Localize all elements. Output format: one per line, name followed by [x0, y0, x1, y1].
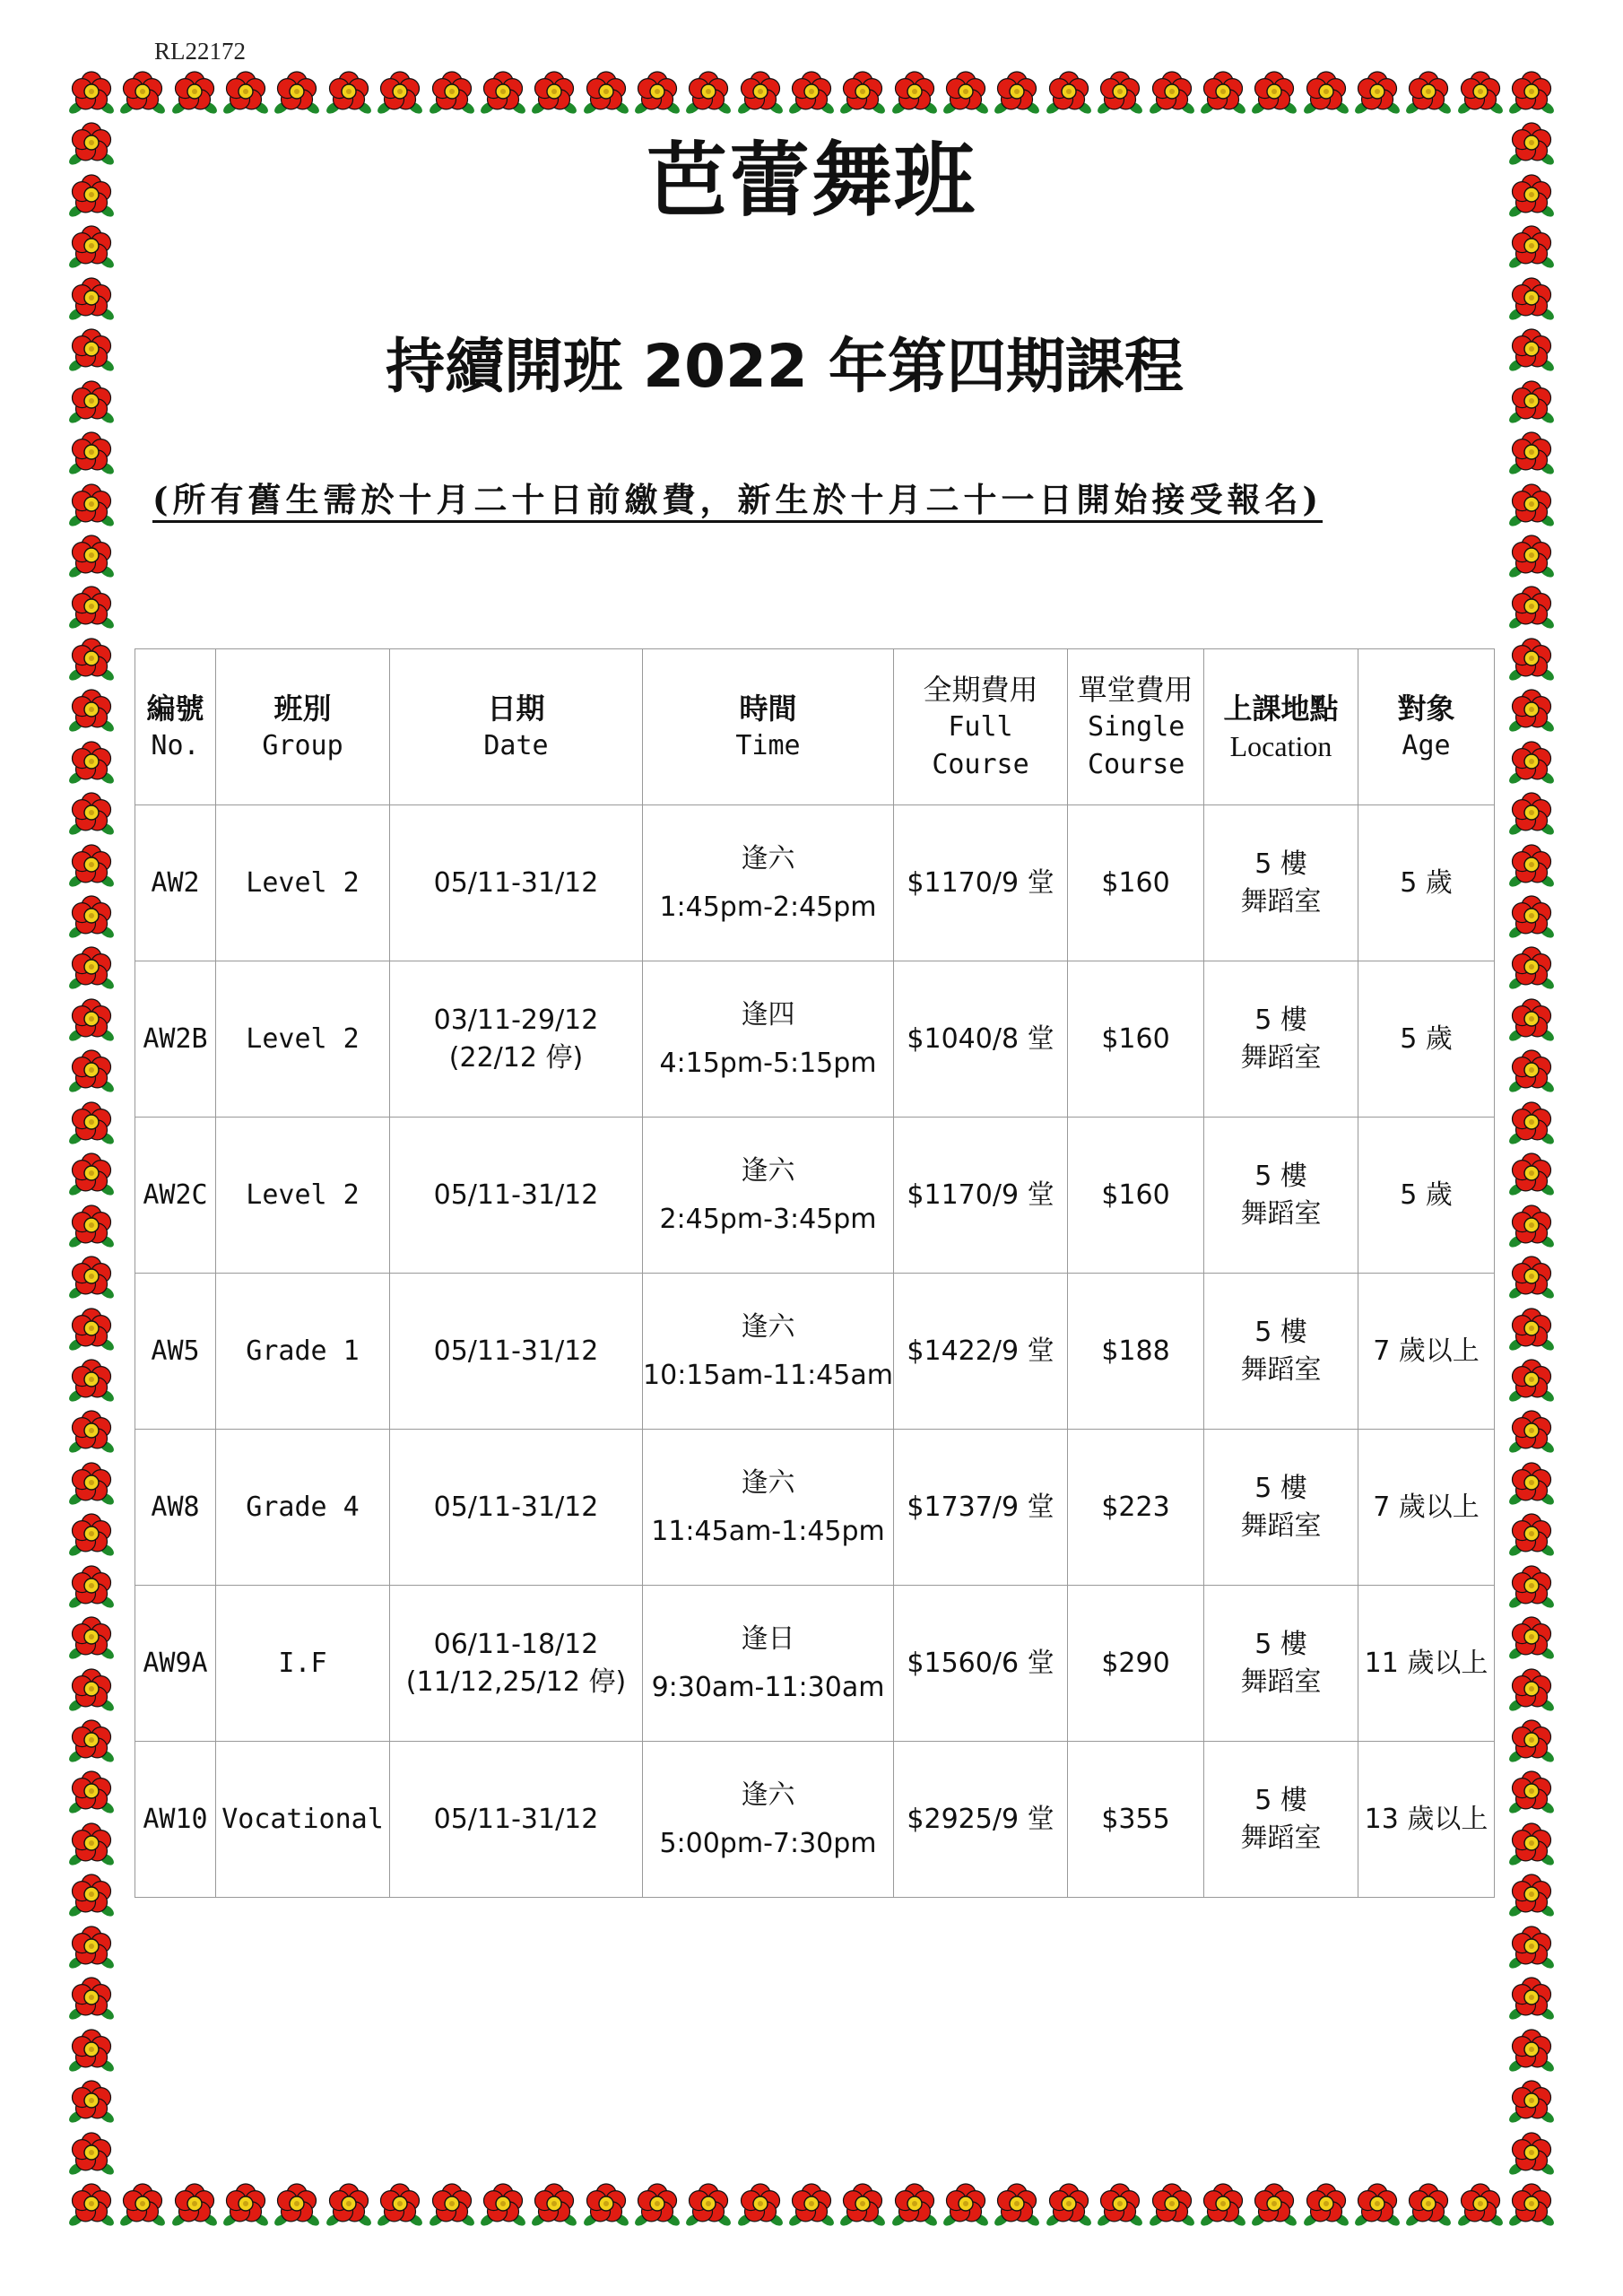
- flower-icon: [67, 1717, 116, 1765]
- date-range: 05/11-31/12: [433, 866, 599, 899]
- flower-icon: [1507, 481, 1556, 529]
- flower-icon: [1507, 635, 1556, 683]
- flower-icon: [67, 1974, 116, 2022]
- flower-icon: [942, 68, 990, 117]
- registration-notice: (所有舊生需於十月二十日前繳費，新生於十月二十一日開始接受報名): [152, 480, 1324, 519]
- flower-icon: [67, 1768, 116, 1816]
- flower-icon: [993, 68, 1041, 117]
- flower-icon: [67, 2129, 116, 2178]
- time-range: 9:30am-11:30am: [651, 1671, 885, 1703]
- location-room: 舞蹈室: [1240, 885, 1322, 918]
- flower-icon: [67, 1253, 116, 1301]
- flower-icon: [67, 583, 116, 631]
- flower-icon: [1507, 1665, 1556, 1714]
- flower-icon: [1507, 1407, 1556, 1456]
- flower-icon: [1507, 1717, 1556, 1765]
- flower-icon: [1250, 2180, 1298, 2229]
- date-range: 06/11-18/12: [433, 1628, 599, 1660]
- weekday: 逢四: [741, 998, 795, 1031]
- weekday: 逢日: [741, 1622, 795, 1655]
- flower-icon: [67, 892, 116, 941]
- flower-icon: [67, 738, 116, 787]
- flower-icon: [1507, 1253, 1556, 1301]
- header-no: 編號 No.: [135, 649, 216, 805]
- flower-icon: [1302, 68, 1350, 117]
- cell-full-fee: $1737/9 堂: [894, 1430, 1068, 1586]
- location-room: 舞蹈室: [1240, 1197, 1322, 1230]
- time-range: 5:00pm-7:30pm: [659, 1827, 877, 1859]
- cell-no: AW2C: [135, 1118, 216, 1274]
- time-range: 2:45pm-3:45pm: [659, 1203, 877, 1235]
- flower-icon: [1507, 2026, 1556, 2074]
- flower-icon: [67, 532, 116, 580]
- flower-icon: [1456, 68, 1505, 117]
- flower-icon: [67, 429, 116, 477]
- flower-icon: [1507, 1305, 1556, 1353]
- flower-icon: [582, 2180, 630, 2229]
- flower-icon: [67, 635, 116, 683]
- cell-date: [390, 1742, 643, 1898]
- cell-no: AW2B: [135, 961, 216, 1118]
- flower-icon: [67, 1923, 116, 1971]
- cell-time: [643, 1742, 894, 1898]
- location-room: 舞蹈室: [1240, 1822, 1322, 1854]
- flower-icon: [633, 2180, 681, 2229]
- flower-icon: [376, 2180, 424, 2229]
- flower-icon: [1507, 1510, 1556, 1559]
- cell-age: 5 歲: [1358, 1118, 1495, 1274]
- flower-icon: [67, 996, 116, 1044]
- flower-icon: [1507, 1613, 1556, 1662]
- cell-age: 7 歲以上: [1358, 1274, 1495, 1430]
- flower-icon: [1507, 2077, 1556, 2126]
- cell-no: AW9A: [135, 1586, 216, 1742]
- flower-icon: [736, 68, 785, 117]
- flower-icon: [1353, 68, 1402, 117]
- cell-date: [390, 961, 643, 1118]
- flower-icon: [479, 2180, 527, 2229]
- flower-icon: [1507, 1356, 1556, 1405]
- flower-icon: [376, 68, 424, 117]
- flower-icon: [1507, 1871, 1556, 1919]
- cell-date: [390, 1274, 643, 1430]
- flower-icon: [1507, 996, 1556, 1044]
- cell-time: [643, 1586, 894, 1742]
- cell-age: 7 歲以上: [1358, 1430, 1495, 1586]
- cell-no: AW2: [135, 805, 216, 961]
- cell-single-fee: $160: [1068, 805, 1204, 961]
- flower-icon: [1507, 1099, 1556, 1147]
- flower-icon: [684, 68, 733, 117]
- table-row: [135, 961, 1495, 1118]
- cell-single-fee: $160: [1068, 961, 1204, 1118]
- table-header-row: [135, 649, 1495, 805]
- table-row: [135, 1274, 1495, 1430]
- flower-icon: [1507, 1459, 1556, 1508]
- cell-date: [390, 1118, 643, 1274]
- flower-icon: [1507, 1923, 1556, 1971]
- cell-group: Vocational: [216, 1742, 390, 1898]
- flower-icon: [118, 2180, 167, 2229]
- page-subtitle: 持續開班 2022 年第四期課程: [386, 332, 1184, 401]
- header-location: 上課地點 Location: [1204, 649, 1358, 805]
- flower-icon: [67, 1202, 116, 1250]
- cell-time: [643, 1430, 894, 1586]
- flower-icon: [479, 68, 527, 117]
- cell-single-fee: $223: [1068, 1430, 1204, 1586]
- cell-full-fee: $1170/9 堂: [894, 805, 1068, 961]
- cell-time: [643, 1274, 894, 1430]
- flower-icon: [530, 68, 578, 117]
- flower-icon: [170, 2180, 219, 2229]
- flower-icon: [67, 1305, 116, 1353]
- flower-icon: [736, 2180, 785, 2229]
- flower-icon: [67, 2026, 116, 2074]
- time-range: 10:15am-11:45am: [643, 1359, 893, 1391]
- flower-icon: [1507, 2180, 1556, 2229]
- table-row: [135, 805, 1495, 961]
- cell-single-fee: $290: [1068, 1586, 1204, 1742]
- flower-icon: [1507, 1768, 1556, 1816]
- cell-time: [643, 1118, 894, 1274]
- cell-full-fee: $1170/9 堂: [894, 1118, 1068, 1274]
- flower-icon: [273, 2180, 321, 2229]
- header-time: 時間 Time: [643, 649, 894, 805]
- flower-icon: [1507, 532, 1556, 580]
- cell-full-fee: $1040/8 堂: [894, 961, 1068, 1118]
- location-floor: 5 樓: [1254, 1472, 1307, 1504]
- location-floor: 5 樓: [1254, 1160, 1307, 1192]
- cell-location: [1204, 1274, 1358, 1430]
- header-full-course: 全期費用 Full Course: [894, 649, 1068, 805]
- flower-icon: [67, 481, 116, 529]
- cell-group: Grade 4: [216, 1430, 390, 1586]
- flower-icon: [67, 1047, 116, 1095]
- flower-icon: [787, 2180, 836, 2229]
- header-date: 日期 Date: [390, 649, 643, 805]
- flower-icon: [67, 2180, 116, 2229]
- time-range: 1:45pm-2:45pm: [659, 891, 877, 923]
- flower-icon: [1507, 1202, 1556, 1250]
- flower-icon: [1045, 68, 1093, 117]
- flower-icon: [325, 2180, 373, 2229]
- flower-icon: [890, 68, 939, 117]
- date-range: 05/11-31/12: [433, 1491, 599, 1523]
- weekday: 逢六: [741, 1779, 795, 1811]
- date-range: 05/11-31/12: [433, 1178, 599, 1211]
- flower-icon: [1507, 1562, 1556, 1611]
- flower-icon: [1507, 738, 1556, 787]
- flower-icon: [67, 1407, 116, 1456]
- cell-age: 13 歲以上: [1358, 1742, 1495, 1898]
- location-floor: 5 樓: [1254, 1784, 1307, 1816]
- location-floor: 5 樓: [1254, 1316, 1307, 1348]
- flower-icon: [1507, 841, 1556, 890]
- header-age: 對象 Age: [1358, 649, 1495, 805]
- flower-icon: [67, 1459, 116, 1508]
- location-floor: 5 樓: [1254, 1628, 1307, 1660]
- flower-icon: [1507, 789, 1556, 838]
- cell-location: [1204, 1118, 1358, 1274]
- cell-location: [1204, 1430, 1358, 1586]
- flower-icon: [1250, 68, 1298, 117]
- flower-icon: [1404, 68, 1453, 117]
- flower-icon: [838, 2180, 887, 2229]
- date-range: 05/11-31/12: [433, 1803, 599, 1835]
- cell-location: [1204, 1742, 1358, 1898]
- cell-group: Level 2: [216, 1118, 390, 1274]
- cell-date: [390, 805, 643, 961]
- cell-no: AW8: [135, 1430, 216, 1586]
- flower-icon: [633, 68, 681, 117]
- cell-group: Level 2: [216, 805, 390, 961]
- flower-icon: [1404, 2180, 1453, 2229]
- flower-icon: [1507, 1820, 1556, 1868]
- location-room: 舞蹈室: [1240, 1353, 1322, 1386]
- cell-group: I.F: [216, 1586, 390, 1742]
- table-row: [135, 1118, 1495, 1274]
- cell-group: Level 2: [216, 961, 390, 1118]
- flower-icon: [1507, 429, 1556, 477]
- flower-icon: [1507, 1974, 1556, 2022]
- flower-icon: [273, 68, 321, 117]
- location-room: 舞蹈室: [1240, 1665, 1322, 1698]
- flower-icon: [67, 1820, 116, 1868]
- cell-single-fee: $355: [1068, 1742, 1204, 1898]
- location-room: 舞蹈室: [1240, 1041, 1322, 1074]
- flower-icon: [67, 1099, 116, 1147]
- flower-icon: [684, 2180, 733, 2229]
- cell-no: AW5: [135, 1274, 216, 1430]
- flower-icon: [170, 68, 219, 117]
- location-room: 舞蹈室: [1240, 1509, 1322, 1542]
- flower-icon: [1507, 2129, 1556, 2178]
- cell-location: [1204, 1586, 1358, 1742]
- location-floor: 5 樓: [1254, 1004, 1307, 1036]
- date-range: 03/11-29/12: [433, 1004, 599, 1036]
- date-range: 05/11-31/12: [433, 1335, 599, 1367]
- flower-icon: [1507, 68, 1556, 117]
- header-single-course: 單堂費用 Single Course: [1068, 649, 1204, 805]
- page-title: 芭蕾舞班: [647, 134, 976, 228]
- flower-icon: [1045, 2180, 1093, 2229]
- weekday: 逢六: [741, 1466, 795, 1499]
- table-row: [135, 1430, 1495, 1586]
- flower-icon: [221, 2180, 270, 2229]
- flower-icon: [325, 68, 373, 117]
- flower-icon: [1507, 686, 1556, 735]
- flower-icon: [221, 68, 270, 117]
- date-note: (22/12 停): [448, 1041, 584, 1074]
- cell-age: 11 歲以上: [1358, 1586, 1495, 1742]
- flower-icon: [1199, 2180, 1247, 2229]
- flower-icon: [838, 68, 887, 117]
- flower-icon: [1507, 1047, 1556, 1095]
- time-range: 11:45am-1:45pm: [651, 1515, 885, 1547]
- flower-icon: [582, 68, 630, 117]
- flower-icon: [67, 2077, 116, 2126]
- flower-icon: [1148, 2180, 1196, 2229]
- flower-icon: [1456, 2180, 1505, 2229]
- flower-icon: [530, 2180, 578, 2229]
- flower-icon: [67, 1356, 116, 1405]
- flower-icon: [787, 68, 836, 117]
- cell-group: Grade 1: [216, 1274, 390, 1430]
- time-range: 4:15pm-5:15pm: [659, 1047, 877, 1079]
- flower-icon: [1507, 944, 1556, 992]
- cell-time: [643, 961, 894, 1118]
- table-row: [135, 1742, 1495, 1898]
- flower-icon: [67, 789, 116, 838]
- cell-location: [1204, 805, 1358, 961]
- flower-icon: [118, 68, 167, 117]
- flower-icon: [890, 2180, 939, 2229]
- flower-icon: [67, 1665, 116, 1714]
- flower-icon: [1507, 274, 1556, 323]
- cell-age: 5 歲: [1358, 805, 1495, 961]
- weekday: 逢六: [741, 842, 795, 874]
- flower-icon: [1199, 68, 1247, 117]
- flower-icon: [1507, 583, 1556, 631]
- cell-single-fee: $188: [1068, 1274, 1204, 1430]
- flower-icon: [67, 1562, 116, 1611]
- reference-code: RL22172: [154, 38, 247, 65]
- flower-icon: [428, 2180, 476, 2229]
- weekday: 逢六: [741, 1154, 795, 1187]
- cell-age: 5 歲: [1358, 961, 1495, 1118]
- flower-icon: [67, 686, 116, 735]
- flower-icon: [1148, 68, 1196, 117]
- flower-icon: [67, 1510, 116, 1559]
- flower-icon: [1096, 2180, 1144, 2229]
- cell-date: [390, 1430, 643, 1586]
- header-group: 班別 Group: [216, 649, 390, 805]
- flower-icon: [428, 68, 476, 117]
- flower-icon: [67, 274, 116, 323]
- flower-icon: [67, 944, 116, 992]
- flower-icon: [1302, 2180, 1350, 2229]
- flower-icon: [67, 1150, 116, 1198]
- date-note: (11/12,25/12 停): [405, 1665, 627, 1698]
- flower-icon: [67, 68, 116, 117]
- cell-time: [643, 805, 894, 961]
- cell-location: [1204, 961, 1358, 1118]
- cell-full-fee: $1560/6 堂: [894, 1586, 1068, 1742]
- location-floor: 5 樓: [1254, 848, 1307, 880]
- flower-icon: [67, 841, 116, 890]
- cell-single-fee: $160: [1068, 1118, 1204, 1274]
- flower-icon: [1096, 68, 1144, 117]
- cell-full-fee: $2925/9 堂: [894, 1742, 1068, 1898]
- flower-icon: [67, 1871, 116, 1919]
- table-row: [135, 1586, 1495, 1742]
- cell-no: AW10: [135, 1742, 216, 1898]
- flower-icon: [1507, 892, 1556, 941]
- flower-icon: [1507, 1150, 1556, 1198]
- schedule-table: [135, 648, 1495, 1898]
- flower-icon: [1353, 2180, 1402, 2229]
- flower-icon: [67, 1613, 116, 1662]
- weekday: 逢六: [741, 1310, 795, 1343]
- flower-icon: [993, 2180, 1041, 2229]
- cell-full-fee: $1422/9 堂: [894, 1274, 1068, 1430]
- cell-date: [390, 1586, 643, 1742]
- flower-icon: [942, 2180, 990, 2229]
